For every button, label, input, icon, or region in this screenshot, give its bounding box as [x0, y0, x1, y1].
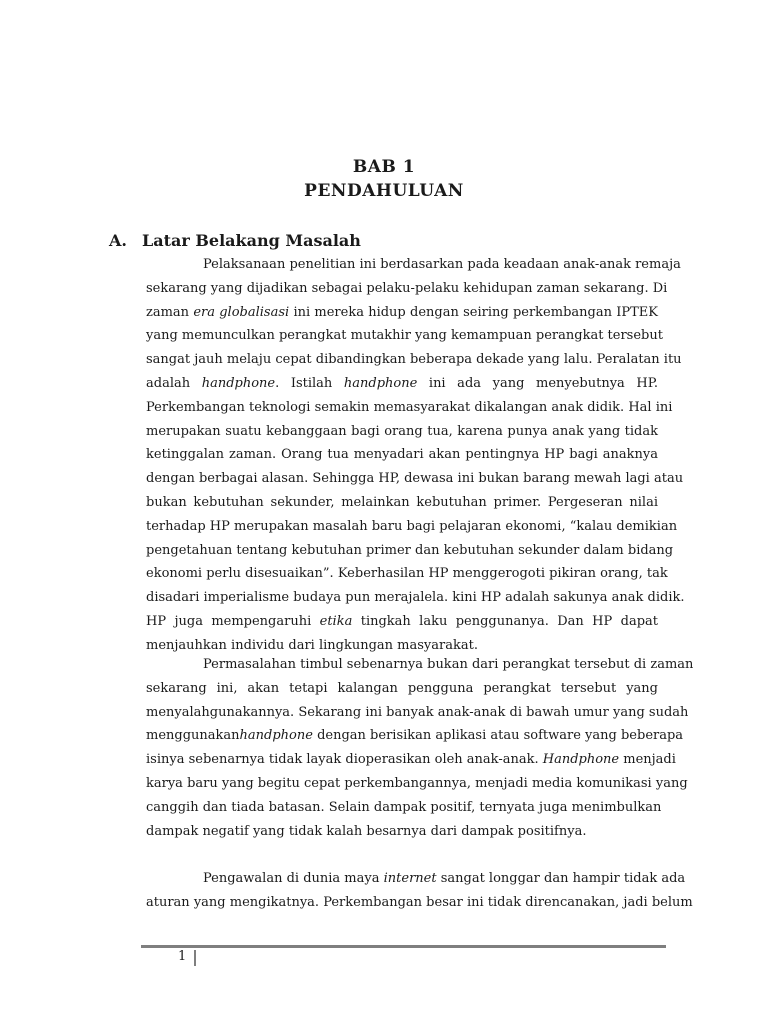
text-line: adalah handphone. Istilah handphone ini ada yang menyebutnya HP. [146, 375, 658, 391]
text-line: menggunakanhandphone dengan berisikan aplikasi atau software yang beberapa [146, 728, 684, 744]
paragraph-2 [146, 653, 694, 843]
text-line: ketinggalan zaman. Orang tua menyadari akan pentingnya HP bagi anaknya [146, 447, 658, 463]
page-number-bar [194, 950, 196, 966]
section-heading [109, 231, 361, 250]
text-line: menjauhkan individu dari lingkungan masyarakat. [146, 637, 478, 653]
section-title: Latar Belakang Masalah [142, 231, 361, 250]
text-line: disadari imperialisme budaya pun merajalela. kini HP adalah sakunya anak didik. [146, 590, 685, 606]
text-line: dengan berbagai alasan. Sehingga HP, dewasa ini bukan barang mewah lagi atau [146, 471, 684, 487]
chapter-label: BAB 1 [352, 157, 416, 177]
text-line: Pengawalan di dunia maya internet sangat longgar dan hampir tidak ada [203, 871, 686, 886]
text-line: zaman era globalisasi ini mereka hidup dengan seiring perkembangan IPTEK [146, 304, 658, 320]
text-line: sekarang yang dijadikan sebagai pelaku-pelaku kehidupan zaman sekarang. Di [146, 280, 668, 296]
text-line: Pelaksanaan penelitian ini berdasarkan pada keadaan anak-anak remaja [203, 257, 681, 272]
text-line: dampak negatif yang tidak kalah besarnya dari dampak positifnya. [146, 823, 587, 839]
text-line: pengetahuan tentang kebutuhan primer dan kebutuhan sekunder dalam bidang [146, 542, 674, 558]
text-line: terhadap HP merupakan masalah baru bagi pelajaran ekonomi, “kalau demikian [146, 518, 678, 534]
footer-rule [141, 945, 666, 948]
page-number: 1 [178, 949, 187, 964]
text-line: merupakan suatu kebanggaan bagi orang tua, karena punya anak yang tidak [146, 423, 658, 439]
text-line: Permasalahan timbul sebenarnya bukan dari perangkat tersebut di zaman [203, 657, 694, 672]
paragraph-3 [146, 867, 693, 915]
text-line: ekonomi perlu disesuaikan”. Keberhasilan HP menggerogoti pikiran orang, tak [146, 566, 668, 582]
text-line: sangat jauh melaju cepat dibandingkan beberapa dekade yang lalu. Peralatan itu [146, 352, 682, 368]
text-line: canggih dan tiada batasan. Selain dampak positif, ternyata juga menimbulkan [146, 799, 662, 815]
text-line: menyalahgunakannya. Sekarang ini banyak anak-anak di bawah umur yang sudah [146, 704, 689, 720]
chapter-title: PENDAHULUAN [304, 181, 464, 201]
text-line: yang memunculkan perangkat mutakhir yang kemampuan perangkat tersebut [146, 328, 663, 344]
section-number: A. [109, 231, 127, 250]
text-line: bukan kebutuhan sekunder, melainkan kebutuhan primer. Pergeseran nilai [146, 494, 658, 510]
text-line: Perkembangan teknologi semakin memasyarakat dikalangan anak didik. Hal ini [146, 399, 673, 415]
text-line: sekarang ini, akan tetapi kalangan pengguna perangkat tersebut yang [146, 680, 658, 696]
text-line: HP juga mempengaruhi etika tingkah laku penggunanya. Dan HP dapat [146, 613, 658, 629]
text-line: karya baru yang begitu cepat perkembangannya, menjadi media komunikasi yang [146, 775, 688, 791]
text-line: isinya sebenarnya tidak layak dioperasikan oleh anak-anak. Handphone menjadi [146, 752, 676, 768]
paragraph-1 [146, 253, 685, 658]
text-line: aturan yang mengikatnya. Perkembangan besar ini tidak direncanakan, jadi belum [146, 894, 693, 910]
